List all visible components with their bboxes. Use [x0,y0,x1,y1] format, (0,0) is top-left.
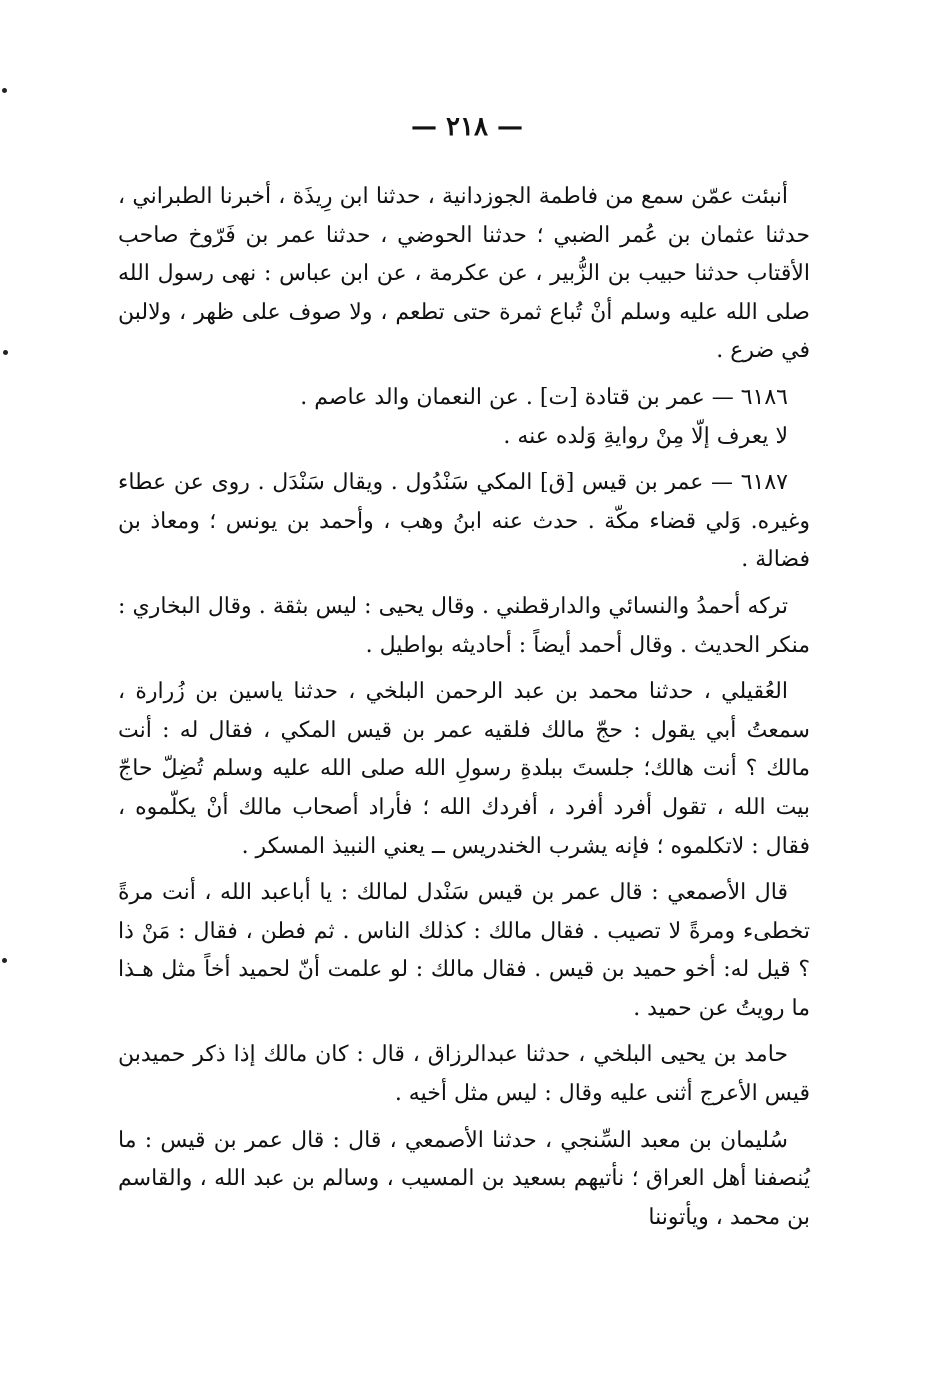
scan-speck [2,958,7,963]
paragraph-asmai-report: قال الأصمعي : قال عمر بن قيس سَنْدل لمالك : يا أباعبد الله ، أنت مرةً تخطىء ومرةً لا تصيب . فقال مالك : كذلك الناس . ثم فطن ، فقال : مَنْ ذا ؟ قيل له: أخو حميد بن قيس . فقال مالك : لو علمت أنّ لحميد أخاً مثل هـذا ما رويتُ عن حميد . [118,880,810,1021]
entry-6186-note: لا يعرف إلّا مِنْ روايةِ وَلده عنه . [503,423,788,449]
main-text [118,178,810,1237]
scan-speck [2,88,7,93]
page-number: — ٢١٨ — [410,112,524,142]
paragraph-hadith-chain: أنبئت عمّن سمع من فاطمة الجوزدانية ، حدثنا ابن رِيذَة ، أخبرنا الطبراني ، حدثنا عثمان بن عُمر الضبي ؛ حدثنا الحوضي ، حدثنا عمر بن فَرّوخ صاحب الأقتاب حدثنا حبيب بن الزُّبير ، عن عكرمة ، عن ابن عباس : نهى رسول الله صلى الله عليه وسلم أنْ تُباع ثمرة حتى تطعم ، ولا صوف على ظهر ، ولالبن في ضرع . [118,184,810,364]
entry-6187-critics: تركه أحمدُ والنسائي والدارقطني . وقال يحيى : ليس بثقة . وقال البخاري : منكر الحديث . وقال أحمد أيضاً : أحاديثه بواطيل . [118,593,810,658]
entry-6186-heading: ٦١٨٦ — عمر بن قتادة [ت] . عن النعمان والد عاصم . [300,384,788,410]
paragraph-uqayli-report: العُقيلي ، حدثنا محمد بن عبد الرحمن البلخي ، حدثنا ياسين بن زُرارة ، سمعتُ أبي يقول : حجّ مالك فلقيه عمر بن قيس المكي ، فقال له : أنت مالك ؟ أنت هالك؛ جلستَ ببلدةِ رسولِ الله صلى الله عليه وسلم تُضِلّ حاجّ بيت الله ، تقول أفرد أفرد ، أفردك الله ؛ فأراد أصحاب مالك أنْ يكلّموه ، فقال : لاتكلموه ؛ فإنه يشرب الخندريس ــ يعني النبيذ المسكر . [118,679,810,859]
paragraph-hamid-report: حامد بن يحيى البلخي ، حدثنا عبدالرزاق ، قال : كان مالك إذا ذكر حميدبن قيس الأعرج أثنى عليه وقال : ليس مثل أخيه . [118,1042,810,1107]
paragraph-sulayman-report: سُليمان بن معبد السِّنجي ، حدثنا الأصمعي ، قال : قال عمر بن قيس : ما يُنصفنا أهل العراق ؛ نأتيهم بسعيد بن المسيب ، وسالم بن عبد الله ، والقاسم بن محمد ، ويأتوننا [118,1127,810,1230]
entry-6187-heading: ٦١٨٧ — عمر بن قيس [ق] المكي سَنْدُول . ويقال سَنْدَل . روى عن عطاء وغيره. وَلي قضاء مكّة . حدث عنه ابنُ وهب ، وأحمد بن يونس ؛ ومعاذ بن فضالة . [118,470,810,573]
scan-speck [3,350,8,355]
